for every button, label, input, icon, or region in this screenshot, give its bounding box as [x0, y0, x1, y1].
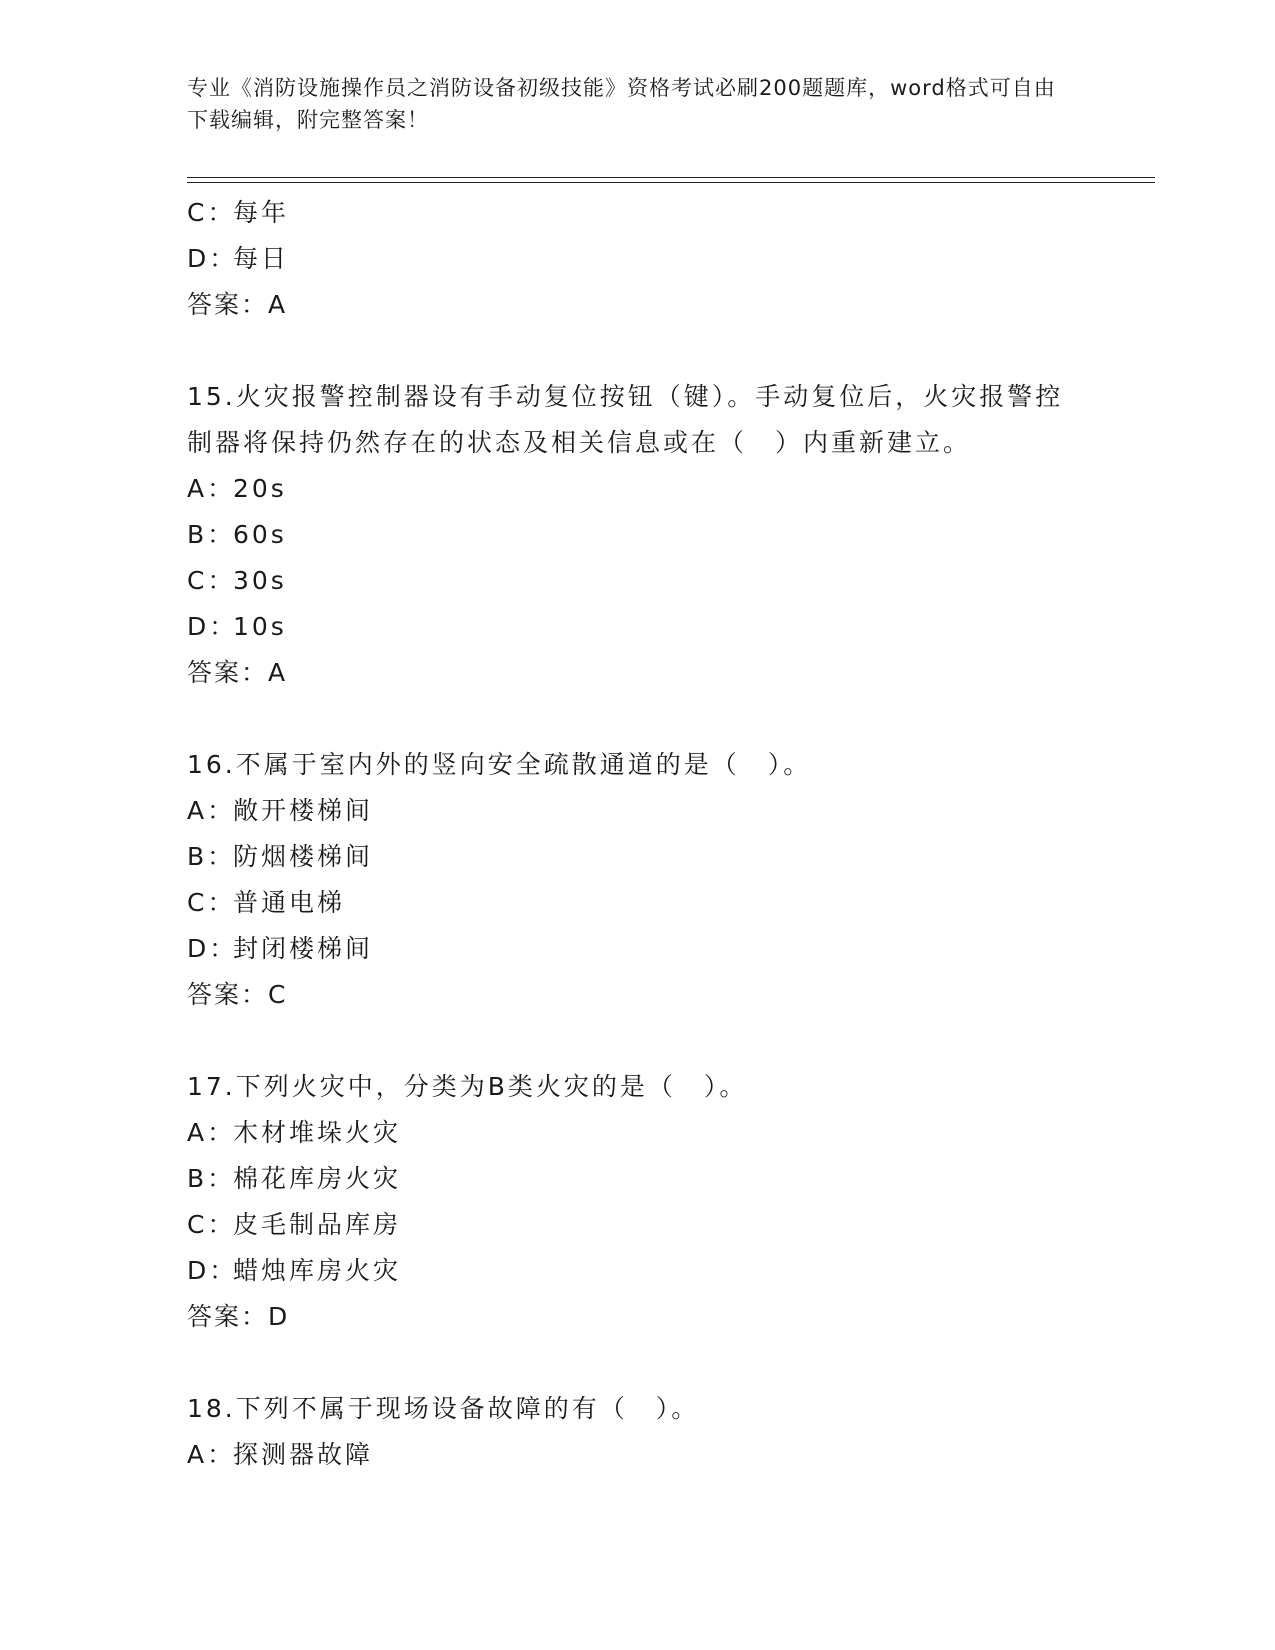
answer-line: 答案：A — [187, 290, 288, 319]
option-line — [187, 1432, 1087, 1478]
option-text: 每年 — [233, 198, 290, 227]
option-text: 封闭楼梯间 — [233, 934, 374, 963]
option-line — [187, 558, 1087, 604]
answer-line: 答案：C — [187, 980, 288, 1009]
option-line — [187, 1110, 1087, 1156]
option-key: C： — [187, 198, 236, 227]
option-text: 20s — [233, 474, 287, 503]
option-text: 蜡烛库房火灾 — [233, 1256, 402, 1285]
option-line — [187, 926, 1087, 972]
option-text: 10s — [233, 612, 287, 641]
option-key: D： — [187, 1256, 238, 1285]
option-line — [187, 190, 1087, 236]
question-stem: 18.下列不属于现场设备故障的有（ ）。 — [187, 1394, 700, 1423]
question-stem: 17.下列火灾中，分类为B类火灾的是（ ）。 — [187, 1072, 748, 1101]
option-line — [187, 788, 1087, 834]
option-key: A： — [187, 474, 236, 503]
option-key: A： — [187, 1440, 236, 1469]
option-line — [187, 604, 1087, 650]
option-key: D： — [187, 244, 238, 273]
option-key: A： — [187, 796, 236, 825]
header-rule-bottom — [187, 182, 1155, 183]
option-key: D： — [187, 612, 238, 641]
option-key: B： — [187, 842, 236, 871]
question-stem: 16.不属于室内外的竖向安全疏散通道的是（ ）。 — [187, 750, 812, 779]
option-line — [187, 1156, 1087, 1202]
option-text: 普通电梯 — [233, 888, 346, 917]
option-line — [187, 512, 1087, 558]
option-line — [187, 834, 1087, 880]
option-text: 探测器故障 — [233, 1440, 374, 1469]
option-key: D： — [187, 934, 238, 963]
option-key: C： — [187, 566, 236, 595]
question-content — [187, 190, 1087, 1478]
answer-line: 答案：A — [187, 658, 288, 687]
header-rule-top — [187, 177, 1155, 178]
option-line — [187, 466, 1087, 512]
option-text: 木材堆垛火灾 — [233, 1118, 402, 1147]
option-line — [187, 880, 1087, 926]
option-text: 敞开楼梯间 — [233, 796, 374, 825]
page-header: 专业《消防设施操作员之消防设备初级技能》资格考试必刷200题题库，word格式可自由下载编辑，附完整答案！ — [187, 76, 1056, 132]
option-text: 皮毛制品库房 — [233, 1210, 402, 1239]
option-key: C： — [187, 888, 236, 917]
option-key: A： — [187, 1118, 236, 1147]
option-line — [187, 1202, 1087, 1248]
option-text: 棉花库房火灾 — [233, 1164, 402, 1193]
option-key: C： — [187, 1210, 236, 1239]
option-key: B： — [187, 520, 236, 549]
option-key: B： — [187, 1164, 236, 1193]
option-text: 30s — [233, 566, 287, 595]
question-stem: 15.火灾报警控制器设有手动复位按钮（键）。手动复位后，火灾报警控制器将保持仍然存在的状态及相关信息或在（ ）内重新建立。 — [187, 382, 1064, 457]
option-line — [187, 236, 1087, 282]
option-text: 60s — [233, 520, 287, 549]
answer-line: 答案：D — [187, 1302, 290, 1331]
option-text: 每日 — [233, 244, 290, 273]
option-line — [187, 1248, 1087, 1294]
option-text: 防烟楼梯间 — [233, 842, 374, 871]
